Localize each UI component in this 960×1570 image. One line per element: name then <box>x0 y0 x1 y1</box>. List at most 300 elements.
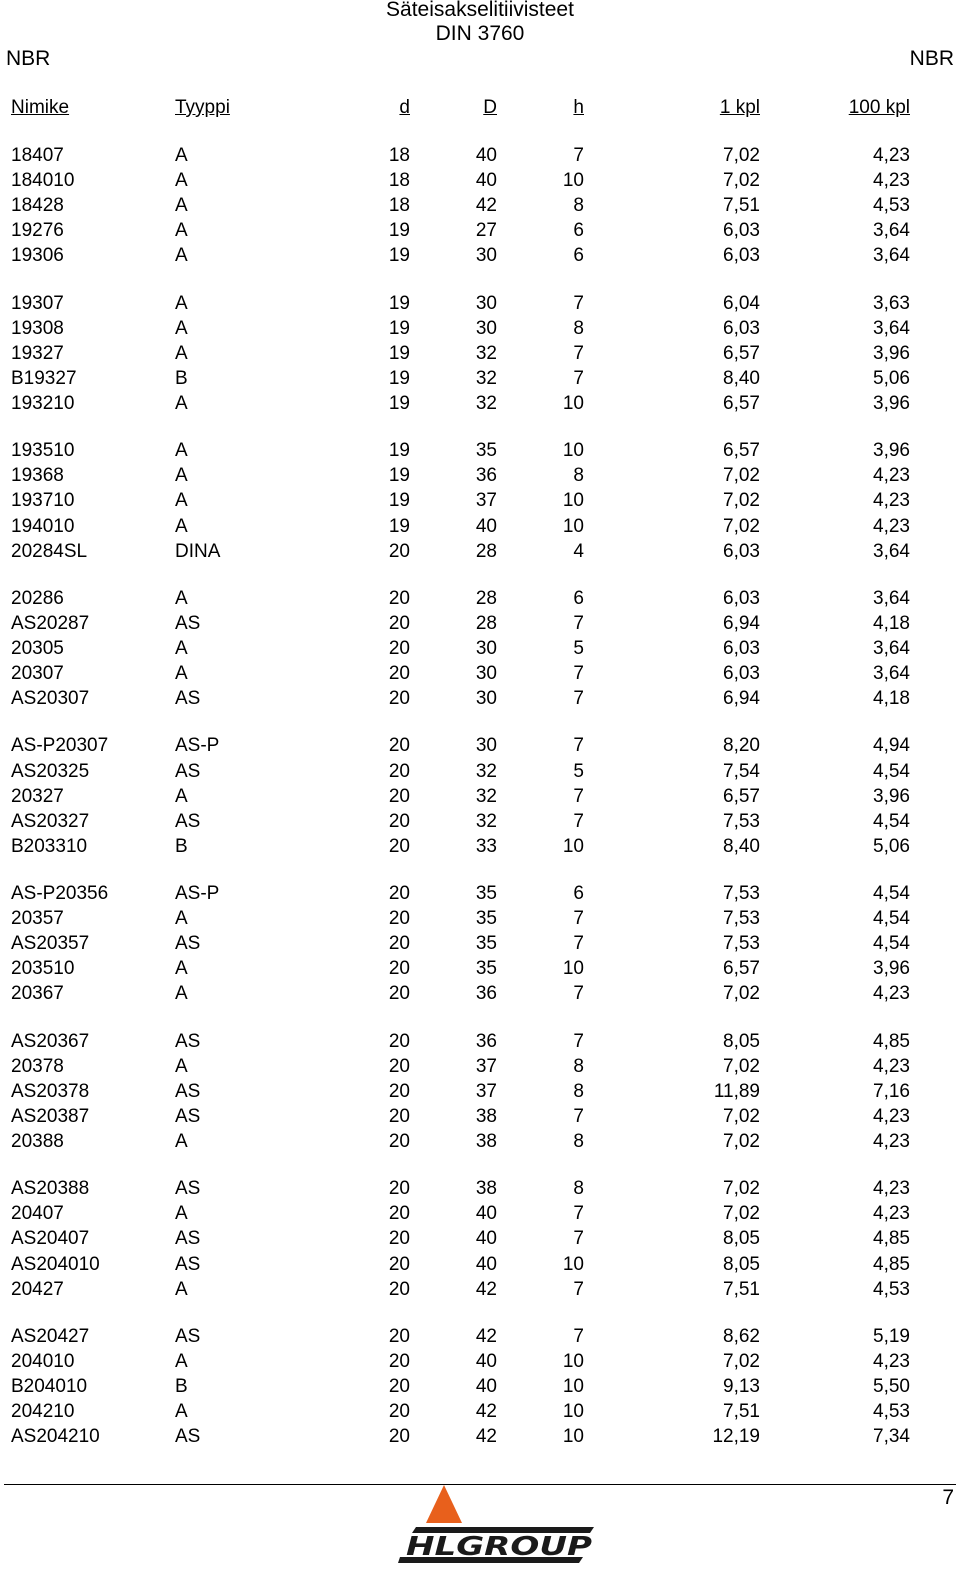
cell-inner-diameter: 20 <box>388 835 410 857</box>
cell-type: AS <box>175 1105 201 1127</box>
cell-outer-diameter: 30 <box>475 688 497 710</box>
cell-height: 5 <box>573 638 584 659</box>
cell-price-1-pc: 7,02 <box>723 1178 760 1200</box>
cell-item-code: 193510 <box>11 440 75 462</box>
cell-height: 5 <box>573 760 584 782</box>
cell-price-1-pc: 6,57 <box>723 958 760 980</box>
cell-price-100-pc: 3,96 <box>873 785 910 807</box>
cell-price-1-pc: 7,02 <box>723 515 760 537</box>
cell-inner-diameter: 19 <box>388 367 410 389</box>
cell-height: 7 <box>573 735 584 757</box>
cell-item-code: AS20307 <box>11 688 90 710</box>
cell-height: 6 <box>573 587 584 609</box>
cell-type: AS <box>175 933 201 955</box>
cell-height: 8 <box>573 1055 584 1077</box>
cell-price-1-pc: 7,02 <box>723 983 760 1005</box>
svg-text:HLGROUP: HLGROUP <box>406 1532 592 1562</box>
cell-price-1-pc: 6,94 <box>723 688 760 710</box>
cell-type: A <box>175 515 188 537</box>
cell-outer-diameter: 40 <box>475 1350 497 1372</box>
cell-item-code: AS20357 <box>11 933 90 955</box>
cell-inner-diameter: 19 <box>388 342 410 364</box>
cell-item-code: 20284SL <box>11 540 88 562</box>
cell-price-100-pc: 4,23 <box>873 1131 910 1152</box>
cell-height: 4 <box>573 540 584 562</box>
cell-inner-diameter: 18 <box>388 195 410 217</box>
cell-price-1-pc: 6,57 <box>723 785 760 807</box>
cell-item-code: 18428 <box>11 195 64 217</box>
cell-price-1-pc: 7,53 <box>723 883 760 904</box>
cell-price-100-pc: 5,06 <box>873 367 910 389</box>
cell-type: AS <box>175 1080 201 1102</box>
cell-type: AS <box>175 688 201 710</box>
cell-price-1-pc: 6,03 <box>723 245 760 267</box>
cell-type: A <box>175 1131 188 1152</box>
cell-type: B <box>175 1376 188 1397</box>
cell-inner-diameter: 20 <box>388 638 410 659</box>
cell-price-100-pc: 4,53 <box>873 1401 910 1423</box>
cell-type: AS <box>175 1228 201 1250</box>
cell-price-100-pc: 4,23 <box>873 1105 910 1127</box>
cell-item-code: AS20325 <box>11 760 90 782</box>
cell-type: A <box>175 342 188 364</box>
cell-outer-diameter: 32 <box>475 785 497 807</box>
cell-type: A <box>175 393 188 414</box>
cell-inner-diameter: 19 <box>388 245 410 267</box>
cell-height: 7 <box>573 1228 584 1250</box>
cell-price-100-pc: 4,54 <box>873 883 910 904</box>
cell-outer-diameter: 40 <box>475 170 497 192</box>
cell-type: A <box>175 958 188 980</box>
cell-inner-diameter: 20 <box>388 958 410 980</box>
cell-height: 7 <box>573 612 584 634</box>
cell-height: 7 <box>573 908 584 930</box>
cell-item-code: AS204010 <box>11 1253 100 1275</box>
cell-price-100-pc: 4,53 <box>873 1278 910 1300</box>
cell-inner-diameter: 20 <box>388 883 410 904</box>
cell-outer-diameter: 37 <box>475 1080 497 1102</box>
cell-price-1-pc: 8,05 <box>723 1228 760 1250</box>
cell-item-code: AS20378 <box>11 1080 90 1102</box>
cell-inner-diameter: 19 <box>388 465 410 487</box>
cell-item-code: 20378 <box>11 1055 64 1077</box>
cell-outer-diameter: 30 <box>475 735 497 757</box>
cell-price-1-pc: 7,53 <box>723 908 760 930</box>
cell-item-code: 203510 <box>11 958 75 980</box>
cell-price-1-pc: 6,94 <box>723 612 760 634</box>
cell-height: 10 <box>562 1401 584 1423</box>
cell-inner-diameter: 19 <box>388 440 410 462</box>
cell-inner-diameter: 18 <box>388 145 410 166</box>
cell-outer-diameter: 40 <box>475 1253 497 1275</box>
cell-outer-diameter: 40 <box>475 145 497 166</box>
cell-item-code: 18407 <box>11 145 64 166</box>
cell-outer-diameter: 42 <box>475 1278 497 1300</box>
material-label-right: NBR <box>909 47 954 70</box>
cell-inner-diameter: 20 <box>388 1105 410 1127</box>
cell-type: AS <box>175 1426 201 1448</box>
cell-price-1-pc: 7,02 <box>723 1055 760 1077</box>
cell-type: A <box>175 587 188 609</box>
cell-item-code: AS20427 <box>11 1325 90 1347</box>
cell-type: AS <box>175 760 201 782</box>
cell-height: 10 <box>562 515 584 537</box>
cell-price-1-pc: 7,51 <box>723 195 760 217</box>
cell-type: A <box>175 465 188 487</box>
cell-price-1-pc: 8,40 <box>723 835 760 857</box>
cell-outer-diameter: 42 <box>475 1401 497 1423</box>
cell-price-1-pc: 7,02 <box>723 1131 760 1152</box>
cell-inner-diameter: 18 <box>388 170 410 192</box>
cell-price-1-pc: 6,03 <box>723 317 760 339</box>
cell-price-1-pc: 6,03 <box>723 587 760 609</box>
cell-price-1-pc: 7,51 <box>723 1401 760 1423</box>
cell-item-code: 193210 <box>11 393 75 414</box>
cell-type: AS <box>175 612 201 634</box>
cell-item-code: 19307 <box>11 292 64 314</box>
cell-price-100-pc: 4,94 <box>873 735 910 757</box>
cell-item-code: AS20388 <box>11 1178 90 1200</box>
cell-type: A <box>175 145 188 166</box>
cell-height: 7 <box>573 292 584 314</box>
cell-price-1-pc: 8,62 <box>723 1325 760 1347</box>
cell-price-1-pc: 6,03 <box>723 220 760 242</box>
cell-height: 10 <box>562 1376 584 1397</box>
cell-item-code: 20305 <box>11 638 64 659</box>
cell-price-1-pc: 7,02 <box>723 170 760 192</box>
cell-price-100-pc: 3,96 <box>873 393 910 414</box>
cell-item-code: AS204210 <box>11 1426 100 1448</box>
cell-height: 7 <box>573 1105 584 1127</box>
cell-price-100-pc: 3,64 <box>873 317 910 339</box>
cell-item-code: 20367 <box>11 983 64 1005</box>
cell-outer-diameter: 32 <box>475 367 497 389</box>
cell-item-code: 19308 <box>11 317 64 339</box>
cell-height: 7 <box>573 367 584 389</box>
cell-item-code: 20357 <box>11 908 64 930</box>
cell-height: 7 <box>573 933 584 955</box>
header-height: h <box>573 97 584 118</box>
cell-inner-diameter: 20 <box>388 1228 410 1250</box>
cell-price-1-pc: 6,03 <box>723 663 760 685</box>
cell-item-code: 184010 <box>11 170 75 192</box>
cell-type: B <box>175 835 188 857</box>
cell-inner-diameter: 20 <box>388 587 410 609</box>
cell-price-100-pc: 4,23 <box>873 465 910 487</box>
cell-price-1-pc: 11,89 <box>713 1080 760 1102</box>
cell-item-code: AS20367 <box>11 1030 90 1052</box>
cell-outer-diameter: 30 <box>475 638 497 659</box>
cell-price-100-pc: 3,64 <box>873 587 910 609</box>
cell-type: A <box>175 440 188 462</box>
cell-outer-diameter: 40 <box>475 515 497 537</box>
cell-height: 8 <box>573 1178 584 1200</box>
cell-price-1-pc: 7,02 <box>723 1203 760 1225</box>
cell-price-100-pc: 4,23 <box>873 170 910 192</box>
cell-price-1-pc: 6,57 <box>723 342 760 364</box>
cell-item-code: AS20387 <box>11 1105 90 1127</box>
cell-height: 8 <box>573 465 584 487</box>
cell-outer-diameter: 36 <box>475 465 497 487</box>
cell-price-100-pc: 4,23 <box>873 1055 910 1077</box>
cell-height: 7 <box>573 1278 584 1300</box>
cell-price-100-pc: 4,18 <box>873 688 910 710</box>
cell-height: 8 <box>573 1131 584 1152</box>
cell-price-1-pc: 8,05 <box>723 1253 760 1275</box>
cell-outer-diameter: 35 <box>475 933 497 955</box>
cell-price-100-pc: 4,85 <box>873 1228 910 1250</box>
cell-outer-diameter: 36 <box>475 983 497 1005</box>
cell-outer-diameter: 32 <box>475 760 497 782</box>
cell-type: A <box>175 983 188 1005</box>
cell-inner-diameter: 20 <box>388 612 410 634</box>
header-inner-diameter: d <box>399 97 410 118</box>
cell-inner-diameter: 20 <box>388 1350 410 1372</box>
cell-item-code: 19306 <box>11 245 64 267</box>
cell-price-1-pc: 8,40 <box>723 367 760 389</box>
cell-price-1-pc: 12,19 <box>712 1426 760 1448</box>
cell-type: AS <box>175 1325 201 1347</box>
cell-price-100-pc: 4,23 <box>873 1203 910 1225</box>
cell-item-code: B204010 <box>11 1376 88 1397</box>
cell-price-100-pc: 3,96 <box>873 958 910 980</box>
cell-outer-diameter: 37 <box>475 1055 497 1077</box>
cell-inner-diameter: 20 <box>388 933 410 955</box>
cell-price-1-pc: 7,53 <box>723 933 760 955</box>
cell-item-code: 20388 <box>11 1131 64 1152</box>
cell-inner-diameter: 19 <box>388 490 410 512</box>
cell-item-code: 193710 <box>11 490 75 512</box>
cell-outer-diameter: 35 <box>475 440 497 462</box>
cell-outer-diameter: 40 <box>475 1228 497 1250</box>
cell-type: AS <box>175 1030 201 1052</box>
cell-height: 10 <box>562 170 584 192</box>
cell-item-code: 20407 <box>11 1203 64 1225</box>
cell-price-1-pc: 6,04 <box>723 292 760 314</box>
cell-item-code: 19327 <box>11 342 64 364</box>
cell-price-100-pc: 4,23 <box>873 983 910 1005</box>
cell-type: AS-P <box>175 883 220 904</box>
cell-type: A <box>175 245 188 267</box>
standard-subtitle: DIN 3760 <box>435 22 525 45</box>
cell-height: 7 <box>573 1030 584 1052</box>
cell-item-code: 194010 <box>11 515 75 537</box>
cell-type: A <box>175 1350 188 1372</box>
cell-outer-diameter: 33 <box>475 835 497 857</box>
cell-item-code: 204210 <box>11 1401 75 1423</box>
cell-outer-diameter: 27 <box>475 220 497 242</box>
header-price-100-pc: 100 kpl <box>848 97 910 118</box>
cell-item-code: 19276 <box>11 220 64 242</box>
cell-type: A <box>175 1055 188 1077</box>
cell-height: 10 <box>562 1253 584 1275</box>
cell-type: DINA <box>175 540 221 562</box>
cell-type: AS <box>175 1178 201 1200</box>
cell-outer-diameter: 28 <box>475 587 497 609</box>
cell-outer-diameter: 42 <box>475 1426 497 1448</box>
cell-inner-diameter: 20 <box>388 1278 410 1300</box>
cell-price-100-pc: 4,23 <box>873 490 910 512</box>
cell-height: 7 <box>573 1325 584 1347</box>
cell-item-code: 20286 <box>11 587 64 609</box>
cell-inner-diameter: 20 <box>388 1376 410 1397</box>
cell-outer-diameter: 35 <box>475 958 497 980</box>
cell-price-1-pc: 7,02 <box>723 490 760 512</box>
cell-item-code: 20327 <box>11 785 64 807</box>
cell-inner-diameter: 20 <box>388 1080 410 1102</box>
cell-inner-diameter: 20 <box>388 735 410 757</box>
cell-price-100-pc: 4,54 <box>873 908 910 930</box>
company-logo <box>398 1485 598 1565</box>
cell-type: A <box>175 292 188 314</box>
cell-inner-diameter: 20 <box>388 1426 410 1448</box>
cell-price-100-pc: 7,34 <box>873 1426 910 1448</box>
cell-price-100-pc: 3,63 <box>873 292 910 314</box>
cell-outer-diameter: 35 <box>475 883 497 904</box>
cell-height: 10 <box>562 958 584 980</box>
cell-inner-diameter: 20 <box>388 1325 410 1347</box>
cell-price-100-pc: 4,85 <box>873 1253 910 1275</box>
cell-price-100-pc: 5,06 <box>873 835 910 857</box>
cell-price-1-pc: 6,57 <box>723 440 760 462</box>
cell-price-1-pc: 7,02 <box>723 465 760 487</box>
cell-price-1-pc: 7,02 <box>723 1350 760 1372</box>
cell-inner-diameter: 20 <box>388 760 410 782</box>
cell-item-code: AS20327 <box>11 810 90 832</box>
cell-price-1-pc: 8,05 <box>723 1030 760 1052</box>
cell-item-code: 20427 <box>11 1278 64 1300</box>
cell-type: A <box>175 220 188 242</box>
cell-price-1-pc: 6,57 <box>723 393 760 414</box>
cell-outer-diameter: 38 <box>475 1131 497 1152</box>
cell-height: 7 <box>573 342 584 364</box>
cell-type: A <box>175 663 188 685</box>
cell-type: AS-P <box>175 735 220 757</box>
cell-price-100-pc: 4,54 <box>873 760 910 782</box>
cell-type: A <box>175 1401 188 1423</box>
cell-inner-diameter: 20 <box>388 1030 410 1052</box>
cell-price-100-pc: 3,64 <box>873 638 910 659</box>
cell-inner-diameter: 20 <box>388 663 410 685</box>
cell-price-100-pc: 3,64 <box>873 663 910 685</box>
cell-type: A <box>175 908 188 930</box>
cell-height: 7 <box>573 810 584 832</box>
cell-price-100-pc: 4,23 <box>873 515 910 537</box>
cell-inner-diameter: 20 <box>388 1131 410 1152</box>
cell-height: 6 <box>573 220 584 242</box>
cell-price-100-pc: 3,96 <box>873 440 910 462</box>
cell-outer-diameter: 28 <box>475 540 497 562</box>
cell-outer-diameter: 42 <box>475 195 497 217</box>
cell-item-code: 19368 <box>11 465 64 487</box>
page-number: 7 <box>942 1486 954 1509</box>
cell-price-100-pc: 3,64 <box>873 220 910 242</box>
cell-inner-diameter: 19 <box>388 515 410 537</box>
cell-inner-diameter: 20 <box>388 908 410 930</box>
cell-outer-diameter: 38 <box>475 1178 497 1200</box>
cell-height: 6 <box>573 245 584 267</box>
cell-height: 7 <box>573 983 584 1005</box>
cell-price-100-pc: 4,53 <box>873 195 910 217</box>
cell-inner-diameter: 20 <box>388 1055 410 1077</box>
cell-height: 6 <box>573 883 584 904</box>
cell-outer-diameter: 36 <box>475 1030 497 1052</box>
cell-height: 7 <box>573 663 584 685</box>
cell-height: 10 <box>562 393 584 414</box>
header-outer-diameter: D <box>483 97 497 118</box>
cell-price-100-pc: 4,23 <box>873 145 910 166</box>
cell-height: 8 <box>573 317 584 339</box>
logo-icon <box>398 1485 598 1565</box>
cell-price-100-pc: 3,64 <box>873 540 910 562</box>
cell-price-100-pc: 4,23 <box>873 1178 910 1200</box>
header-item-code: Nimike <box>11 97 70 118</box>
cell-price-100-pc: 4,18 <box>873 612 910 634</box>
cell-price-1-pc: 7,53 <box>723 810 760 832</box>
cell-price-100-pc: 4,54 <box>873 933 910 955</box>
cell-height: 10 <box>562 490 584 512</box>
cell-inner-diameter: 20 <box>388 1253 410 1275</box>
cell-item-code: B19327 <box>11 367 77 389</box>
cell-price-1-pc: 7,02 <box>723 1105 760 1127</box>
cell-outer-diameter: 38 <box>475 1105 497 1127</box>
cell-inner-diameter: 20 <box>388 688 410 710</box>
cell-inner-diameter: 20 <box>388 1178 410 1200</box>
cell-item-code: 204010 <box>11 1350 75 1372</box>
cell-price-100-pc: 3,64 <box>873 245 910 267</box>
cell-height: 10 <box>562 835 584 857</box>
cell-type: AS <box>175 1253 201 1275</box>
cell-outer-diameter: 28 <box>475 612 497 634</box>
cell-height: 10 <box>562 440 584 462</box>
header-type: Tyyppi <box>175 97 230 118</box>
cell-outer-diameter: 40 <box>475 1203 497 1225</box>
cell-type: A <box>175 1278 188 1300</box>
cell-outer-diameter: 42 <box>475 1325 497 1347</box>
material-label-left: NBR <box>6 47 51 70</box>
cell-outer-diameter: 32 <box>475 810 497 832</box>
cell-item-code: 20307 <box>11 663 64 685</box>
cell-inner-diameter: 20 <box>388 983 410 1005</box>
cell-height: 10 <box>562 1426 584 1448</box>
cell-type: A <box>175 490 188 512</box>
cell-height: 8 <box>573 195 584 217</box>
cell-item-code: AS20287 <box>11 612 90 634</box>
cell-height: 8 <box>573 1080 584 1102</box>
cell-inner-diameter: 20 <box>388 810 410 832</box>
cell-type: A <box>175 638 188 659</box>
cell-price-100-pc: 4,54 <box>873 810 910 832</box>
cell-outer-diameter: 37 <box>475 490 497 512</box>
cell-item-code: AS20407 <box>11 1228 90 1250</box>
cell-price-1-pc: 7,51 <box>723 1278 760 1300</box>
cell-inner-diameter: 20 <box>388 785 410 807</box>
cell-outer-diameter: 30 <box>475 663 497 685</box>
cell-price-1-pc: 6,03 <box>723 540 760 562</box>
cell-inner-diameter: 19 <box>388 393 410 414</box>
cell-price-1-pc: 8,20 <box>723 735 760 757</box>
cell-inner-diameter: 20 <box>388 1401 410 1423</box>
cell-type: AS <box>175 810 201 832</box>
cell-outer-diameter: 30 <box>475 245 497 267</box>
cell-price-100-pc: 4,23 <box>873 1350 910 1372</box>
cell-type: A <box>175 785 188 807</box>
cell-inner-diameter: 19 <box>388 317 410 339</box>
cell-type: B <box>175 367 188 389</box>
cell-inner-diameter: 19 <box>388 292 410 314</box>
cell-outer-diameter: 32 <box>475 393 497 414</box>
page-title: Säteisakselitiivisteet <box>386 0 574 21</box>
